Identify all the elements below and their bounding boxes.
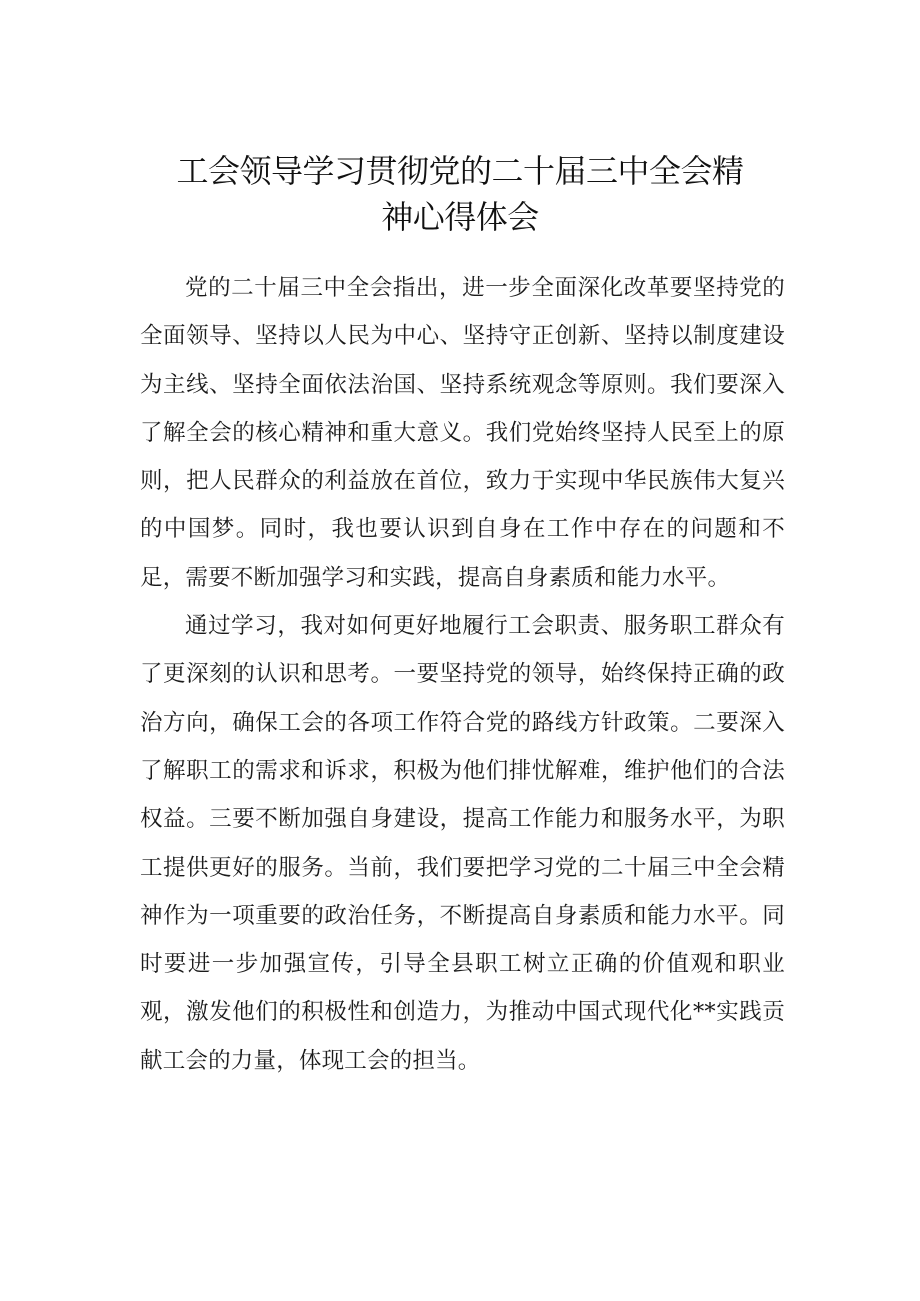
title-line-1: 工会领导学习贯彻党的二十届三中全会精 — [176, 152, 744, 190]
paragraph-1: 党的二十届三中全会指出，进一步全面深化改革要坚持党的全面领导、坚持以人民为中心、坚持守正创新、坚持以制度建设为主线、坚持全面依法治国、坚持系统观念等原则。我们要深入了解全会的核心精神和重大意义。我们党始终坚持人民至上的原则，把人民群众的利益放在首位，致力于实现中华民族伟大复兴的中国梦。同时，我也要认识到自身在工作中存在的问题和不足，需要不断加强学习和实践，提高自身素质和能力水平。 — [140, 275, 785, 591]
document-title — [130, 148, 790, 240]
document-body — [140, 264, 785, 1085]
title-line-2: 神心得体会 — [381, 198, 539, 236]
paragraph-2: 通过学习，我对如何更好地履行工会职责、服务职工群众有了更深刻的认识和思考。一要坚持党的领导，始终保持正确的政治方向，确保工会的各项工作符合党的路线方针政策。二要深入了解职工的需求和诉求，积极为他们排忧解难，维护他们的合法权益。三要不断加强自身建设，提高工作能力和服务水平，为职工提供更好的服务。当前，我们要把学习党的二十届三中全会精神作为一项重要的政治任务，不断提高自身素质和能力水平。同时要进一步加强宣传，引导全县职工树立正确的价值观和职业观，激发他们的积极性和创造力，为推动中国式现代化**实践贡献工会的力量，体现工会的担当。 — [140, 613, 785, 1074]
